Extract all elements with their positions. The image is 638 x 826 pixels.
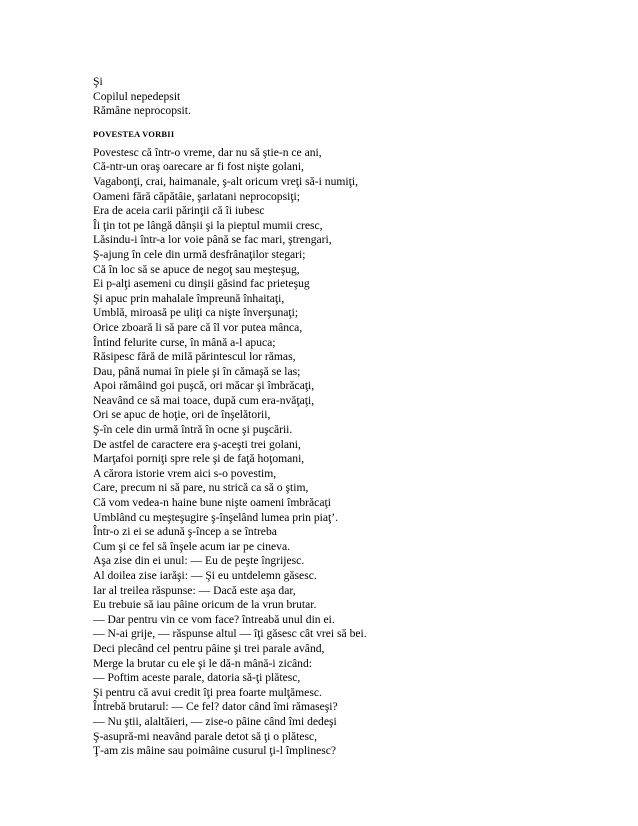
poem-line: Dau, până numai în piele şi în cămaşă se las; [93, 364, 301, 378]
poem-line: Marţafoi porniţi spre rele şi de faţă hoţomani, [93, 452, 305, 466]
poem-line: Şi apuc prin mahalale împreună înhaitaţi, [93, 291, 285, 305]
intro-line: Rămâne neprocopsit. [93, 104, 191, 118]
poem-line: Întrebă brutarul: — Ce fel? dator când îmi rămaseşi? [93, 700, 338, 714]
poem-line: Că în loc să se apuce de negoţ sau meşteşug, [93, 262, 300, 276]
poem-line: Care, precum ni să pare, nu strică ca să o ştim, [93, 481, 309, 495]
poem-line: — Nu ştii, alaltăieri, — zise-o pâine când îmi dedeşi [93, 714, 337, 728]
poem-line: — Dar pentru vin ce vom face? întreabă unul din ei. [93, 612, 335, 626]
poem-line: Şi pentru că avui credit îţi prea foarte mulţămesc. [93, 685, 322, 699]
poem-line: Orice zboară li să pare că îl vor putea mânca, [93, 320, 303, 334]
poem-line: Umblă, miroasă pe uliţi ca nişte înverşunaţi; [93, 306, 299, 320]
poem-line: Răsipesc fără de milă părintescul lor rămas, [93, 350, 296, 364]
poem-line: Ţ-am zis mâine sau poimâine cusurul ţi-l împlinesc? [93, 744, 337, 758]
section-title: POVESTEA VORBII [93, 128, 175, 139]
poem-line: Oameni fără căpătâie, şarlatani neprocopsiţi; [93, 189, 300, 203]
poem-line: Deci plecând cel pentru pâine şi trei parale având, [93, 641, 325, 655]
poem-line: Lăsindu-i într-a lor voie până se fac mari, ştrengari, [93, 233, 332, 247]
poem-line: Ş-în cele din urmă întră în ocne şi puşcării. [93, 423, 293, 437]
poem-line: Umblând cu meşteşugire ş-înşelând lumea prin piaţ’. [93, 510, 339, 524]
poem-line: Că-ntr-un oraş oarecare ar fi fost nişte golani, [93, 160, 304, 174]
poem-line: Cum şi ce fel să înşele acum iar pe cineva. [93, 539, 291, 553]
intro-line: Copilul nepedepsit [93, 89, 181, 103]
poem-line: Vagabonţi, crai, haimanale, ş-alt oricum vreţi să-i numiţi, [93, 174, 358, 188]
poem-line: — N-ai grije, — răspunse altul — îţi găsesc cât vrei să bei. [93, 627, 367, 641]
poem-body [93, 146, 613, 759]
poem-line: Ş-asupră-mi neavând parale detot să ţi o plătesc, [93, 729, 318, 743]
poem-line: — Poftim aceste parale, datoria să-ţi plătesc, [93, 671, 301, 685]
document-page [93, 75, 613, 759]
poem-line: Îi ţin tot pe lângă dânşii şi la pieptul mumii cresc, [93, 218, 323, 232]
poem-line: Într-o zi ei se adună ş-încep a se întreba [93, 525, 277, 539]
poem-line: De astfel de caractere era ş-aceşti trei golani, [93, 437, 301, 451]
poem-line: Al doilea zise iarăşi: — Şi eu untdelemn găsesc. [93, 569, 317, 582]
intro-verse [93, 75, 613, 119]
intro-line: Şi [93, 75, 103, 88]
poem-line: Era de aceia carii părinţii că îi iubesc [93, 204, 265, 218]
poem-line: Ori se apuc de hoţie, ori de înşelătorii, [93, 408, 271, 422]
poem-line: Întind felurite curse, în mână a-l apuca; [93, 335, 276, 349]
poem-line: Aşa zise din ei unul: — Eu de peşte îngrijesc. [93, 554, 305, 568]
poem-line: Iar al treilea răspunse: — Dacă este aşa dar, [93, 583, 296, 597]
poem-line: Că vom vedea-n haine bune nişte oameni îmbrăcaţi [93, 496, 331, 510]
poem-line: Ei p-alţi asemeni cu dinşii găsind fac prieteşug [93, 277, 310, 291]
poem-line: Neavând ce să mai toace, după cum era-nvăţaţi, [93, 393, 315, 407]
poem-line: Merge la brutar cu ele şi le dă-n mână-i zicând: [93, 656, 313, 670]
poem-line: Ş-ajung în cele din urmă desfrânaţilor stegari; [93, 247, 306, 261]
poem-line: A cărora istorie vrem aici s-o povestim, [93, 466, 277, 480]
poem-line: Povestesc că într-o vreme, dar nu să ştie-n ce ani, [93, 145, 322, 159]
poem-line: Apoi rămâind goi puşcă, ori măcar şi îmbrăcaţi, [93, 379, 315, 393]
poem-line: Eu trebuie să iau pâine oricum de la vrun brutar. [93, 598, 317, 612]
